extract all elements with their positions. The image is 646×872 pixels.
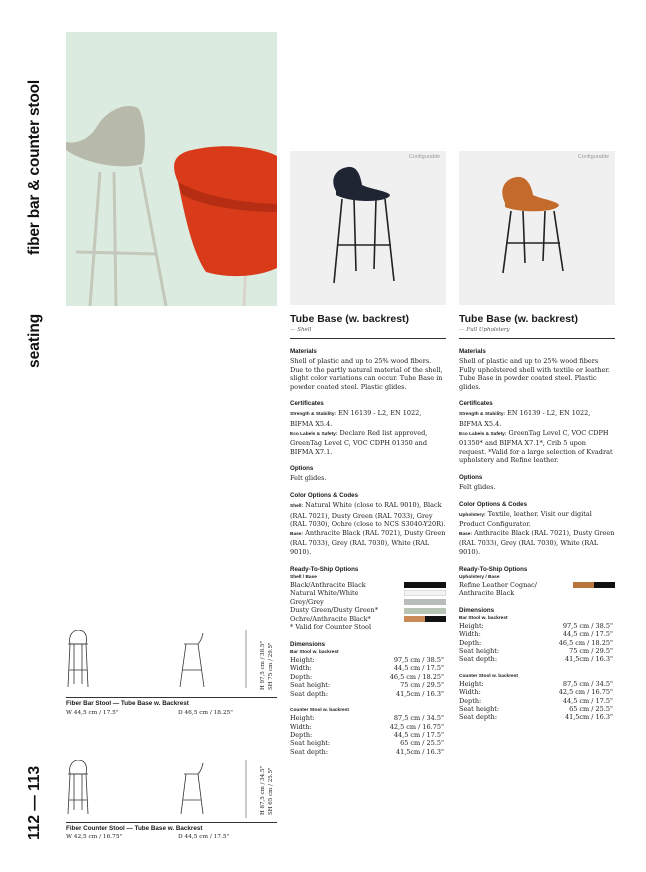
color-value: Anthracite Black (RAL 7021), Dusty Green (RAL 7033), Grey (RAL 7030), White (RAL 9010). bbox=[290, 528, 446, 556]
dim-value: 41,5cm / 16.3" bbox=[564, 713, 613, 722]
rts-label: Refine Leather Cognac/ Anthracite Black bbox=[459, 580, 537, 598]
product-image-upholstery bbox=[459, 151, 615, 305]
dimension-group-title: Counter Stool w. backrest bbox=[459, 673, 518, 679]
color-swatch bbox=[404, 582, 446, 588]
dimension-row bbox=[290, 664, 446, 672]
dim-value: 44,5 cm / 17.5" bbox=[562, 630, 613, 639]
rts-option bbox=[290, 589, 446, 598]
color-key: Shell: bbox=[290, 503, 304, 509]
color-section bbox=[459, 501, 615, 557]
dimension-row bbox=[459, 622, 615, 630]
color-heading: Color Options & Codes bbox=[290, 491, 359, 499]
dim-key: Depth: bbox=[290, 730, 313, 739]
dim-value: 75 cm / 29.5" bbox=[569, 646, 613, 655]
rts-option bbox=[290, 606, 446, 615]
vertical-title: fiber bar & counter stool bbox=[26, 80, 43, 255]
dim-key: Width: bbox=[290, 722, 312, 731]
dimension-row bbox=[290, 731, 446, 739]
cert-value: EN 16139 - L2, EN 1022, BIFMA X5.4. bbox=[290, 409, 422, 428]
color-value: Anthracite Black (RAL 7021), Dusty Green (RAL 7033), Grey (RAL 7030), White (RAL 9010). bbox=[459, 528, 615, 556]
page-numbers: 112 — 113 bbox=[26, 765, 43, 840]
seat-height-measure: SH 75 cm / 29.5" bbox=[268, 642, 274, 690]
rts-subheading: Shell / Base bbox=[290, 574, 317, 580]
dim-value: 87,5 cm / 34.5" bbox=[562, 679, 613, 688]
cert-key: Strength & Stability: bbox=[290, 412, 337, 418]
width-measure: W 42,5 cm / 16.75" bbox=[66, 834, 123, 840]
dim-key: Seat height: bbox=[290, 681, 331, 690]
rts-option bbox=[290, 598, 446, 607]
bar-stool-line-drawing bbox=[66, 630, 264, 688]
rts-option bbox=[290, 581, 446, 590]
dim-key: Height: bbox=[459, 621, 484, 630]
product-spec-upholstery bbox=[459, 313, 615, 722]
width-measure: W 44,5 cm / 17.5" bbox=[66, 710, 119, 716]
dim-key: Width: bbox=[459, 688, 481, 697]
rts-label: Dusty Green/Dusty Green* bbox=[290, 606, 378, 615]
color-line bbox=[290, 529, 446, 557]
materials-heading: Materials bbox=[290, 348, 317, 355]
dim-value: 97,5 cm / 38.5" bbox=[562, 621, 613, 630]
dim-value: 75 cm / 29.5" bbox=[400, 681, 444, 690]
cert-value: Declare Red list approved, GreenTag Level C, VOC CDPH 01350 and BIFMA X7.1. bbox=[290, 428, 428, 456]
dimension-row bbox=[290, 739, 446, 747]
dim-value: 46,5 cm / 18.25" bbox=[389, 672, 444, 681]
dimension-row bbox=[459, 647, 615, 655]
rts-label: Black/Anthracite Black bbox=[290, 580, 366, 589]
dimensions-heading: Dimensions bbox=[290, 641, 326, 649]
dimension-group-title: Counter Stool w. backrest bbox=[290, 708, 349, 714]
divider bbox=[66, 697, 277, 698]
rts-heading: Ready-To-Ship Options bbox=[290, 565, 359, 573]
product-subtitle: — Shell bbox=[290, 327, 446, 339]
rts-option bbox=[290, 615, 446, 624]
configurable-tag: Configurable bbox=[408, 154, 440, 160]
options-section bbox=[290, 465, 446, 483]
dim-key: Seat height: bbox=[459, 646, 500, 655]
dimension-row bbox=[290, 681, 446, 689]
dim-value: 41,5cm / 16.3" bbox=[395, 747, 444, 756]
dimension-row bbox=[290, 714, 446, 722]
dim-value: 46,5 cm / 18.25" bbox=[558, 638, 613, 647]
color-key: Upholstery: bbox=[459, 512, 486, 518]
dimension-row bbox=[459, 655, 615, 663]
hero-photo bbox=[66, 32, 277, 306]
color-heading: Color Options & Codes bbox=[459, 500, 528, 508]
dim-key: Seat depth: bbox=[290, 747, 329, 756]
rts-option bbox=[459, 581, 615, 598]
rts-label: Natural White/White bbox=[290, 589, 359, 598]
color-line bbox=[459, 510, 615, 529]
depth-measure: D 46,5 cm / 18.25" bbox=[178, 710, 233, 716]
dim-value: 97,5 cm / 38.5" bbox=[393, 656, 444, 665]
dimension-row bbox=[290, 656, 446, 664]
dimensions-section bbox=[290, 641, 446, 756]
color-section bbox=[290, 492, 446, 557]
rts-label: Grey/Grey bbox=[290, 597, 324, 606]
certificates-heading: Certificates bbox=[459, 400, 493, 408]
dim-key: Height: bbox=[290, 714, 315, 723]
dim-value: 44,5 cm / 17.5" bbox=[393, 664, 444, 673]
height-measure: H 97,5 cm / 38.5" bbox=[260, 641, 266, 690]
certificates-section bbox=[290, 400, 446, 456]
cert-key: Strength & Stability: bbox=[459, 412, 506, 418]
options-text: Felt glides. bbox=[290, 474, 327, 483]
drawing-label: Fiber Counter Stool — Tube Base w. Backrest bbox=[66, 825, 203, 832]
dim-key: Seat height: bbox=[459, 704, 500, 713]
dimension-row bbox=[459, 688, 615, 696]
dimension-row bbox=[290, 690, 446, 698]
options-heading: Options bbox=[290, 465, 314, 473]
dimension-row bbox=[459, 639, 615, 647]
options-heading: Options bbox=[459, 473, 483, 481]
dim-key: Depth: bbox=[459, 696, 482, 705]
product-image-shell bbox=[290, 151, 446, 305]
dim-value: 44,5 cm / 17.5" bbox=[562, 696, 613, 705]
product-spec-shell bbox=[290, 313, 446, 756]
color-swatch bbox=[404, 599, 446, 605]
dimensions-heading: Dimensions bbox=[459, 606, 495, 614]
divider bbox=[66, 822, 277, 823]
cert-key: Eco Labels & Safety: bbox=[459, 431, 507, 437]
certificates-heading: Certificates bbox=[290, 400, 324, 408]
dimension-row bbox=[459, 630, 615, 638]
product-subtitle: — Full Upholstery bbox=[459, 327, 615, 339]
color-line bbox=[459, 529, 615, 557]
dim-value: 65 cm / 25.5" bbox=[400, 739, 444, 748]
ready-to-ship-section bbox=[290, 566, 446, 633]
product-title: Tube Base (w. backrest) bbox=[290, 313, 410, 325]
dimension-row bbox=[459, 680, 615, 688]
dim-key: Height: bbox=[459, 679, 484, 688]
color-key: Base: bbox=[290, 531, 304, 537]
color-swatch bbox=[404, 616, 446, 622]
color-key: Base: bbox=[459, 531, 473, 537]
dim-key: Seat depth: bbox=[459, 655, 498, 664]
dimension-row bbox=[290, 673, 446, 681]
dim-key: Height: bbox=[290, 656, 315, 665]
dimension-row bbox=[459, 697, 615, 705]
rts-note: * Valid for Counter Stool bbox=[290, 623, 372, 632]
drawing-label: Fiber Bar Stool — Tube Base w. Backrest bbox=[66, 700, 189, 707]
color-swatch bbox=[573, 582, 615, 588]
vertical-section-label: seating bbox=[26, 313, 43, 368]
materials-section bbox=[459, 348, 615, 391]
materials-text: Shell of plastic and up to 25% wood fibers. Due to the partly natural material of the shell, slight color variations can occur. Tube Base in powder coated steel. Plastic glides. bbox=[290, 357, 443, 391]
color-value: Textile, leather. Visit our digital Product Configurator. bbox=[459, 509, 592, 529]
materials-text: Shell of plastic and up to 25% wood fibers Fully upholstered shell with textile or leather. Tube Base in powder coated steel. Plastic glides. bbox=[459, 357, 610, 391]
dim-key: Depth: bbox=[459, 638, 482, 647]
dimensions-section bbox=[459, 607, 615, 722]
dimension-row bbox=[459, 713, 615, 721]
cert-line bbox=[459, 429, 615, 465]
dimension-row bbox=[290, 748, 446, 756]
cert-line bbox=[459, 409, 615, 428]
cert-line bbox=[290, 409, 446, 428]
dim-value: 41,5cm / 16.3" bbox=[395, 689, 444, 698]
dim-key: Seat depth: bbox=[290, 689, 329, 698]
rts-label: Ochre/Anthracite Black* bbox=[290, 614, 371, 623]
cert-value: GreenTag Level C, VOC CDPH 01350* and BIFMA X7.1*, Crib 5 upon request. *Valid for a large selection of Kvadrat upholstery and Refine leather. bbox=[459, 428, 613, 465]
height-measure: H 87,5 cm / 34.5" bbox=[260, 766, 266, 815]
materials-section bbox=[290, 348, 446, 391]
product-title: Tube Base (w. backrest) bbox=[459, 313, 579, 325]
depth-measure: D 44,5 cm / 17.5" bbox=[178, 834, 230, 840]
cert-line bbox=[290, 429, 446, 457]
dim-key: Depth: bbox=[290, 672, 313, 681]
dim-key: Seat height: bbox=[290, 739, 331, 748]
dim-value: 42,5 cm / 16.75" bbox=[558, 688, 613, 697]
dim-value: 65 cm / 25.5" bbox=[569, 704, 613, 713]
rts-subheading: Upholstery / Base bbox=[459, 574, 500, 580]
options-text: Felt glides. bbox=[459, 482, 496, 491]
seat-height-measure: SH 65 cm / 25.5" bbox=[268, 767, 274, 815]
dimension-group-title: Bar Stool w. backrest bbox=[290, 650, 339, 656]
dim-value: 87,5 cm / 34.5" bbox=[393, 714, 444, 723]
color-value: Natural White (close to RAL 9010), Black (RAL 7021), Dusty Green (RAL 7033), Grey (RAL 7030), Ochre (close to NCS S3040-Y20R). bbox=[290, 500, 446, 529]
dimension-group-title: Bar Stool w. backrest bbox=[459, 615, 508, 621]
cert-key: Eco Labels & Safety: bbox=[290, 431, 338, 437]
dim-value: 44,5 cm / 17.5" bbox=[393, 730, 444, 739]
materials-heading: Materials bbox=[459, 348, 486, 355]
dimension-row bbox=[290, 723, 446, 731]
configurable-tag: Configurable bbox=[577, 154, 609, 160]
options-section bbox=[459, 474, 615, 492]
dim-key: Width: bbox=[290, 664, 312, 673]
color-swatch bbox=[404, 608, 446, 614]
dim-key: Width: bbox=[459, 630, 481, 639]
rts-heading: Ready-To-Ship Options bbox=[459, 565, 528, 573]
dim-value: 41,5cm / 16.3" bbox=[564, 655, 613, 664]
ready-to-ship-section bbox=[459, 566, 615, 598]
color-line bbox=[290, 501, 446, 529]
certificates-section bbox=[459, 400, 615, 465]
dim-key: Seat depth: bbox=[459, 713, 498, 722]
dimension-row bbox=[459, 705, 615, 713]
cert-value: EN 16139 - L2, EN 1022, BIFMA X5.4. bbox=[459, 409, 591, 428]
color-swatch bbox=[404, 590, 446, 596]
dim-value: 42,5 cm / 16.75" bbox=[389, 722, 444, 731]
counter-stool-line-drawing bbox=[66, 760, 264, 818]
